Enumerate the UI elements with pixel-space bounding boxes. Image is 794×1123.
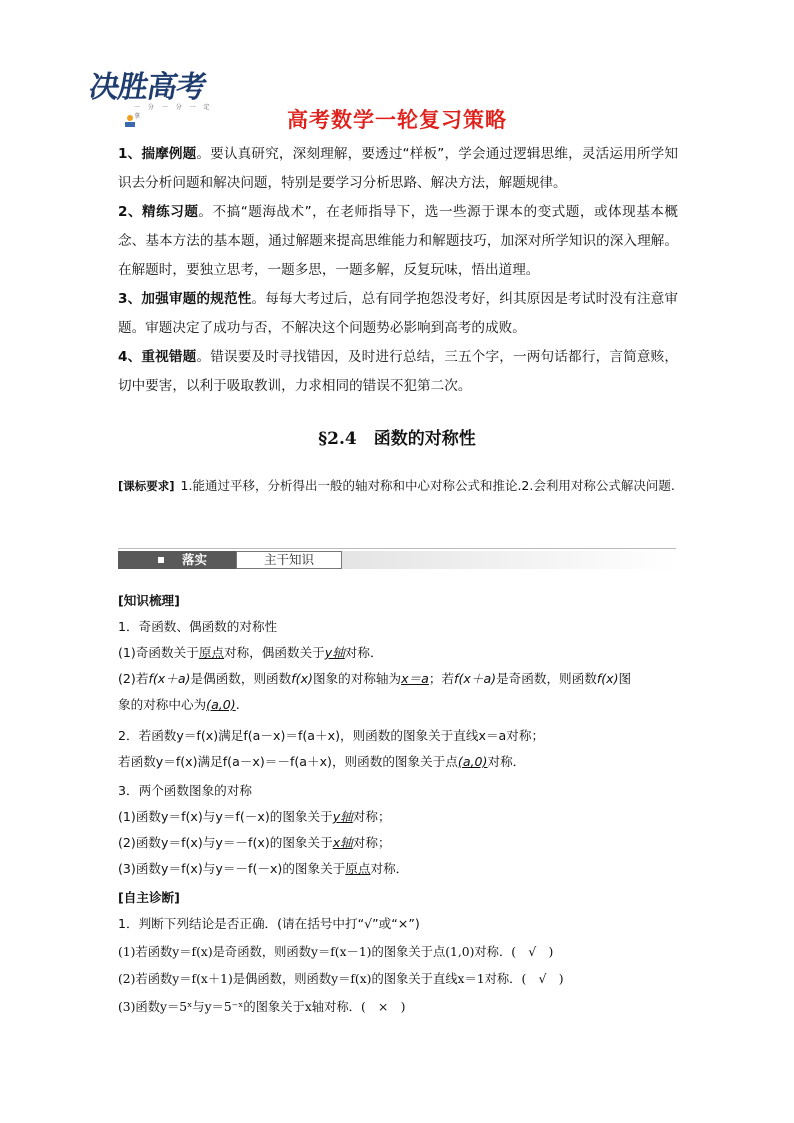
text-run: 对称． bbox=[487, 754, 526, 769]
formula: f(x) bbox=[291, 671, 313, 686]
diagnosis-statement-3: (3)函数y＝5ˣ与y＝5⁻ˣ的图象关于x轴对称．( × ) bbox=[118, 1000, 406, 1014]
strategy-label: 3、加强审题的规范性 bbox=[118, 291, 252, 307]
knowledge-item-3-1 bbox=[118, 808, 684, 826]
knowledge-item-3-3 bbox=[118, 860, 684, 878]
diagnosis-heading: [自主诊断] bbox=[118, 890, 180, 905]
knowledge-item-2b bbox=[118, 753, 684, 771]
text-run: (1)函数y＝f(x)与y＝f(－x)的图象关于 bbox=[118, 809, 333, 824]
answer-blank: y轴 bbox=[332, 809, 353, 824]
text-run: 图象的对称轴为 bbox=[312, 671, 402, 686]
text-run: 对称． bbox=[344, 645, 383, 660]
banner-dark-block bbox=[118, 551, 236, 569]
text-run: 对称； bbox=[352, 809, 391, 824]
answer-blank: x轴 bbox=[332, 835, 353, 850]
text-run: 若函数y＝f(x)满足f(a－x)＝－f(a＋x)，则函数的图象关于点 bbox=[118, 754, 458, 769]
strategy-paragraph-2 bbox=[118, 198, 678, 285]
standard-text: 1.能通过平移，分析得出一般的轴对称和中心对称公式和推论.2.会利用对称公式解决问题. bbox=[180, 478, 675, 493]
strategy-label: 4、重视错题 bbox=[118, 349, 197, 365]
knowledge-item-3-title: 3．两个函数图象的对称 bbox=[118, 783, 252, 798]
answer-blank: 原点 bbox=[345, 861, 371, 876]
knowledge-heading: [知识梳理] bbox=[118, 593, 180, 608]
text-run: 对称； bbox=[352, 835, 391, 850]
knowledge-item-1-2a bbox=[118, 670, 684, 688]
page-title: 高考数学一轮复习策略 bbox=[287, 108, 507, 132]
text-run: 是奇函数，则函数 bbox=[496, 671, 597, 686]
strategy-paragraph-1 bbox=[118, 140, 678, 198]
text-run: (3)函数y＝f(x)与y＝－f(－x)的图象关于 bbox=[118, 861, 346, 876]
answer-blank: 原点 bbox=[198, 645, 224, 660]
text-run: 象的对称中心为 bbox=[118, 697, 207, 712]
strategy-paragraph-4 bbox=[118, 343, 678, 401]
section-banner bbox=[118, 548, 676, 571]
text-run: 对称． bbox=[370, 861, 409, 876]
strategy-text: 。每每大考过后，总有同学抱怨没考好，纠其原因是考试时没有注意审题。审题决定了成功与否，不解决这个问题势必影响到高考的成败。 bbox=[118, 291, 678, 336]
text-run: (2)若 bbox=[118, 671, 149, 686]
strategy-label: 1、揣摩例题 bbox=[118, 146, 197, 162]
diagnosis-statement-1: (1)若函数y＝f(x)是奇函数，则函数y＝f(x－1)的图象关于点(1,0)对称．( √ ) bbox=[118, 945, 554, 959]
text-run: 图 bbox=[618, 671, 632, 686]
standard-tag: [课标要求] bbox=[118, 479, 175, 493]
strategy-text: 。要认真研究，深刻理解，要透过“样板”，学会通过逻辑思维，灵活运用所学知识去分析问题和解决问题，特别是要学习分析思路、解决方法，解题规律。 bbox=[118, 146, 678, 191]
text-run: . bbox=[235, 697, 240, 712]
banner-light-label: 主干知识 bbox=[236, 551, 342, 569]
text-run: ；若 bbox=[428, 671, 455, 686]
curriculum-standard bbox=[118, 472, 678, 500]
answer-blank: (a,0) bbox=[206, 697, 236, 712]
strategy-paragraph-3 bbox=[118, 285, 678, 343]
knowledge-item-1-1 bbox=[118, 644, 684, 662]
knowledge-item-1-title: 1．奇函数、偶函数的对称性 bbox=[118, 619, 278, 634]
text-run: (2)函数y＝f(x)与y＝－f(x)的图象关于 bbox=[118, 835, 333, 850]
banner-fade bbox=[342, 551, 676, 569]
answer-blank: y轴 bbox=[324, 645, 345, 660]
logo-text: 决胜高考 bbox=[86, 70, 209, 105]
strategy-text: 。错误要及时寻找错因，及时进行总结，三五个字，一两句话都行，言简意赅，切中要害，以利于吸取教训，力求相同的错误不犯第二次。 bbox=[118, 349, 678, 394]
knowledge-item-1-2b bbox=[118, 696, 684, 714]
answer-blank: x＝a bbox=[401, 671, 429, 686]
knowledge-item-2a: 2．若函数y＝f(x)满足f(a－x)＝f(a＋x)，则函数的图象关于直线x＝a对称； bbox=[118, 728, 545, 743]
text-run: 是偶函数，则函数 bbox=[190, 671, 292, 686]
answer-blank: (a,0) bbox=[457, 754, 488, 769]
strategy-label: 2、精练习题 bbox=[118, 204, 199, 220]
text-run: 对称，偶函数关于 bbox=[224, 645, 325, 660]
square-bullet-icon bbox=[158, 557, 164, 563]
diagnosis-statement-2: (2)若函数y＝f(x＋1)是偶函数，则函数y＝f(x)的图象关于直线x＝1对称．( √ ) bbox=[118, 972, 564, 986]
knowledge-item-3-2 bbox=[118, 834, 684, 852]
logo-subtext: 一 分 一 分 一 定 拿 bbox=[134, 104, 213, 120]
diagnosis-question-1: 1．判断下列结论是否正确．(请在括号中打“√”或“×”) bbox=[118, 916, 420, 931]
formula: f(x＋a) bbox=[148, 671, 191, 686]
section-title: §2.4 函数的对称性 bbox=[318, 429, 476, 449]
formula: f(x＋a) bbox=[454, 671, 497, 686]
banner-dark-label: 落实 bbox=[182, 552, 208, 567]
strategy-text: 。不搞“题海战术”，在老师指导下，选一些源于课本的变式题，或体现基本概念、基本方法的基本题，通过解题来提高思维能力和解题技巧，加深对所学知识的深入理解。在解题时，要独立思考，一题多思，一题多解，反复玩味，悟出道理。 bbox=[118, 204, 678, 278]
formula: f(x) bbox=[596, 671, 619, 686]
text-run: (1)奇函数关于 bbox=[118, 645, 199, 660]
